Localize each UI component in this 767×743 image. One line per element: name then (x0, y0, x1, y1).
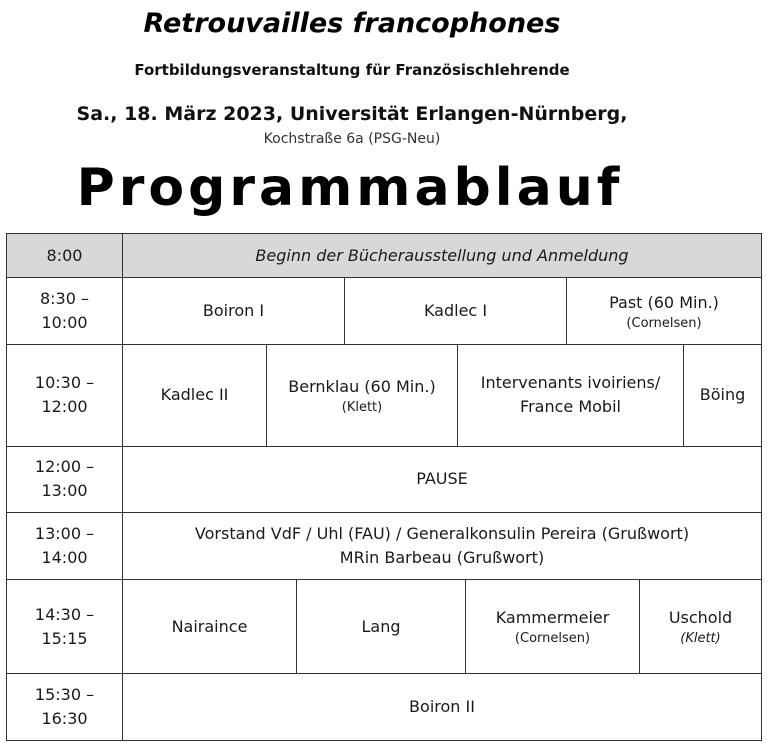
session-title: Kammermeier (495, 608, 610, 628)
event-address: Kochstraße 6a (PSG-Neu) (263, 131, 441, 147)
schedule-row (7, 344, 762, 446)
session-cell (458, 345, 684, 446)
session-cell (567, 278, 762, 344)
time-end: 13:00 (41, 481, 88, 501)
time-end: 15:15 (41, 628, 88, 648)
session-title: Kadlec II (160, 385, 229, 405)
session-publisher: (Klett) (680, 631, 721, 647)
session-cell (123, 580, 297, 674)
sessions-cell (123, 278, 762, 345)
session-cell (345, 278, 567, 344)
session-cell (640, 580, 762, 674)
time-end: 14:00 (41, 547, 88, 567)
session-cell (267, 345, 458, 446)
session-cell (297, 580, 466, 674)
schedule-row (7, 513, 762, 580)
session-grid (123, 580, 761, 674)
time-start: 14:30 – (34, 604, 95, 624)
schedule-row (7, 278, 762, 345)
session-title: Intervenants ivoiriens/ (480, 373, 661, 393)
time-cell (7, 278, 123, 345)
break-cell (123, 446, 762, 513)
schedule-row (7, 446, 762, 513)
session-cell (684, 345, 762, 446)
session-publisher: (Klett) (341, 399, 383, 415)
event-subtitle: Fortbildungsveranstaltung für Französischlehrende (134, 61, 570, 79)
time-cell (7, 234, 123, 278)
time-start: 8:30 – (39, 289, 89, 309)
session-publisher: (Cornelsen) (626, 315, 702, 331)
session-grid (123, 345, 761, 446)
sessions-cell (123, 344, 762, 446)
session-grid (123, 278, 761, 344)
session-title: PAUSE (416, 469, 468, 489)
time-start: 12:00 – (34, 457, 95, 477)
session-title: Past (60 Min.) (609, 292, 719, 312)
time-start: 8:00 (46, 245, 83, 265)
session-title: Uschold (668, 608, 733, 628)
session-title: Boiron I (202, 301, 265, 321)
time-cell (7, 513, 123, 580)
event-title: Retrouvailles francophones (143, 8, 561, 39)
time-start: 15:30 – (34, 685, 95, 705)
session-title: Boiron II (409, 697, 475, 717)
session-title: Beginn der Bücherausstellung und Anmeldung (255, 245, 629, 265)
session-cell (123, 674, 762, 741)
session-cell (123, 278, 345, 344)
session-title: Kadlec I (423, 301, 488, 321)
session-cell (123, 345, 267, 446)
time-end: 16:30 (41, 709, 88, 729)
session-publisher: (Cornelsen) (514, 631, 591, 647)
session-title: Nairaince (171, 616, 248, 636)
schedule-table (6, 233, 762, 741)
session-title: Böing (699, 385, 746, 405)
time-cell (7, 344, 123, 446)
event-date-location: Sa., 18. März 2023, Universität Erlangen-Nürnberg, (76, 103, 628, 125)
time-cell (7, 579, 123, 674)
time-start: 10:30 – (34, 373, 95, 393)
program-heading: Programmablauf (76, 158, 624, 218)
time-end: 10:00 (41, 313, 88, 333)
session-cell (466, 580, 640, 674)
time-end: 12:00 (41, 397, 88, 417)
session-title: Lang (361, 616, 401, 636)
session-title: Vorstand VdF / Uhl (FAU) / Generalkonsulin Pereira (Grußwort) (194, 523, 690, 543)
time-cell (7, 446, 123, 513)
schedule-row (7, 674, 762, 741)
time-cell (7, 674, 123, 741)
sessions-cell (123, 579, 762, 674)
session-title: France Mobil (520, 397, 621, 417)
opening-cell (123, 234, 762, 278)
time-start: 13:00 – (34, 523, 95, 543)
session-title: MRin Barbeau (Grußwort) (339, 547, 545, 567)
welcome-cell (123, 513, 762, 580)
schedule-row (7, 234, 762, 278)
session-title: Bernklau (60 Min.) (288, 376, 436, 396)
schedule-row (7, 579, 762, 674)
